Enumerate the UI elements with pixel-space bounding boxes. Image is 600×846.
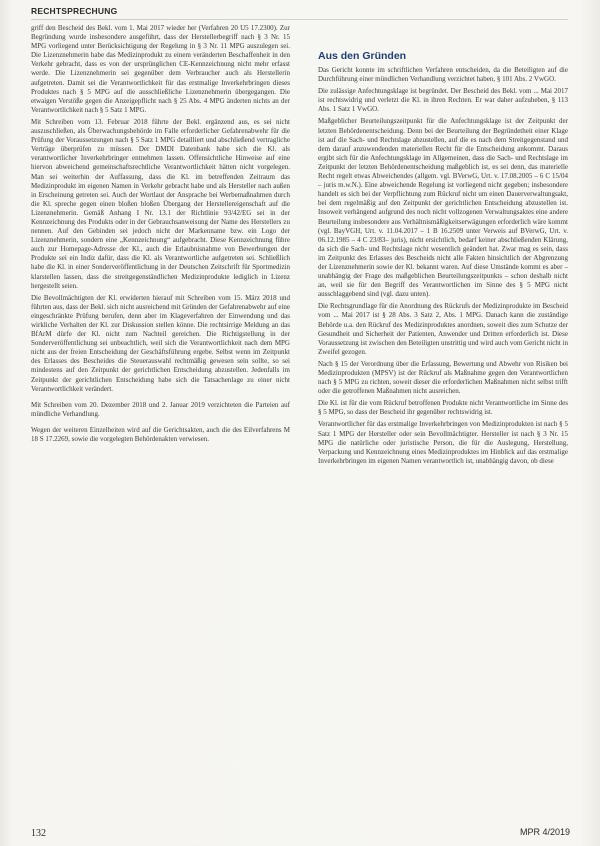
right-paragraph: Verantwortlicher für das erstmalige Inverkehrbringen von Medizinprodukten ist nach § 5 Satz 1 MPG der Hersteller oder sein Bevollmächtigter. Hersteller ist nach § 3 Nr. 15 MPG die natürliche oder juristische Person, die für die Auslegung, Herstellung, Verpackung und Kennzeichnung eines Medizinproduktes im Hinblick auf das erstmalige Inverkehrbringen im eigenen Namen verantwortlich ist, unabhängig davon, ob diese	[318, 420, 568, 465]
section-label: RECHTSPRECHUNG	[31, 6, 118, 16]
left-paragraph: Wegen der weiteren Einzelheiten wird auf die Gerichtsakten, auch die des Eilverfahrens M 18 S 17.2269, sowie die vorgelegten Behördenakten verwiesen.	[31, 425, 290, 444]
right-paragraph: Das Gericht konnte im schriftlichen Verfahren entscheiden, da die Beteiligten auf die Durchführung einer mündlichen Verhandlung verzichtet haben, § 101 Abs. 2 VwGO.	[318, 66, 568, 84]
right-paragraph: Nach § 15 der Verordnung über die Erfassung, Bewertung und Abwehr von Risiken bei Medizinprodukten (MPSV) ist der Rückruf als Maßnahme gegen den Verantwortlichen nach § 5 MPG zu richten, soweit dieser die erforderlichen Maßnahmen nicht selbst trifft oder die getroffenen Maßnahmen nicht ausreichen.	[318, 359, 568, 396]
header-divider	[31, 19, 568, 20]
journal-issue: MPR 4/2019	[519, 827, 570, 837]
page-number: 132	[31, 828, 46, 839]
section-heading: Aus den Gründen	[318, 50, 407, 62]
right-paragraph: Die Kl. ist für die vom Rückruf betroffenen Produkte nicht Verantwortliche im Sinne des § 5 MPG, so dass der Bescheid ihr gegenüber rechtswidrig ist.	[318, 399, 568, 417]
left-column	[31, 24, 290, 447]
right-paragraph: Maßgeblicher Beurteilungszeitpunkt für die Anfechtungsklage ist der Zeitpunkt der letzten Behördenentscheidung. Denn bei der Beurteilung der Begründetheit einer Klage ist auf die Sach- und Rechtslage abzustellen, auf die es nach dem Streitgegenstand und dem darauf anzuwendenden materiellen Recht für die Entscheidung ankommt. Daraus ergibt sich für die Anfechtungsklage im Allgemeinen, dass die Sach- und Rechtslage im Zeitpunkt der letzten Behördenentscheidung maßgeblich ist, es sei denn, das materielle Recht regelt etwas Abweichendes (allgem. vgl. BVerwG, Urt. v. 17.08.2005 – 6 C 15/04 – juris m.w.N.). Eine abweichende Regelung ist vorliegend nicht gegeben; insbesondere handelt es sich bei der Verpflichtung zum Rückruf nicht um einen Dauerverwaltungsakt, bei dem regelmäßig auf den Zeitpunkt der gerichtlichen Entscheidung abzustellen ist. Insoweit verhängend aufgrund des noch nicht vollzogenen Verwaltungsaktes eine andere Beurteilung insbesondere aus Verhältnismäßigkeitserwägungen erforderlich wäre kommt (vgl. BayVGH, Urt. v. 11.04.2017 – 1 B 16.2509 unter Verweis auf BVerwG, Urt. v. 06.12.1985 – 4 C 23/83– juris), nicht ersichtlich, bedarf keiner abschließenden Klärung, da sich die Sach- und Rechtslage nicht wesentlich geändert hat. Zwar mag es sein, dass im Zeitpunkt des Erlasses des Bescheids nicht alle Fakten hinsichtlich der Abgrenzung der Lizenznehmerin sowie der Kl. bekannt waren. Auf diese Umstände kommt es aber – unabhängig der Frage des maßgeblichen Beurteilungszeitpunkts – schon deshalb nicht an, weil sie für den Begriff des Verantwortlichen im Sinne des § 5 MPG nicht ausschlaggebend sind (vgl. dazu unten).	[318, 117, 568, 299]
left-paragraph: Mit Schreiben vom 13. Februar 2018 führte der Bekl. ergänzend aus, es sei nicht auszuschließen, als Überwachungsbehörde im Falle erforderlicher Gefahrenabwehr für die Prüfung der Voraussetzungen nach § 5 Satz 1 MPG detailliert und abschließend vertragliche Verträge überprüfen zu müssen. Der DMDI Datenbank habe sich die Kl. als verantwortlicher Inverkehrbringer entnehmen lassen. Offensichtliche Hinweise auf eine hiervon abweichend gemeinschaftsrechtliche Verantwortlichkeit hätten nicht vorgelegen. Man sei weiterhin der Auffassung, dass die Kl. im betreffenden Zeitraum das Medizinprodukt im eigenen Namen in Verkehr gebracht habe und als Hersteller nach außen in Erscheinung getreten sei. Auch der Wortlaut der Ansprache bei Werbemaßnahmen durch die Kl. spreche gegen einen bloßen bloßen Übergang der Herstellereigenschaft auf die Lizenznehmerin. Gemäß Anhang I Nr. 13.1 der Richtlinie 93/42/EG sei in der Kennzeichnung des Produkts oder in der Gebrauchsanweisung der Name des Herstellers zu nennen. Auf den Gebinden sei jedoch nicht der Markenname bzw. ein Logo der Lizenznehmerin, sondern eine „Kennzeichnung“ aufgebracht. Diese Kennzeichnung führe auch zur Homepage-Adresse der Kl., auch die Erlaubnisnahme von Bewerbungen der Produkte sei ein Indiz dafür, dass die Kl. als Verantwortliche aufgetreten sei. Schließlich habe die Kl. in einer Sonderveröffentlichung in der Deutschen Zeitschrift für Sportmedizin klarstellen lassen, dass die streitgegenständlichen Medizinprodukte lediglich in Lizenz hergestellt seien.	[31, 117, 290, 290]
left-paragraph: griff den Bescheid des Bekl. vom 1. Mai 2017 wieder her (Verfahren 20 U5 17.2300). Zur Begründung wurde insbesondere ausgeführt, dass der Herstellerbegriff nach § 3 Nr. 15 MPG vorliegend unter Berücksichtigung der Regelung in § 3 Nr. 11 MPG auszulegen sei. Die Lizenznehmerin habe das Medizinprodukt zu einem veränderten Beschaffenheit in den Verkehr gebracht, dass es von der ursprünglichen CE-Kennzeichnung nicht mehr erfasst werde. Die Lizenznehmerin sei gegenüber dem Verbraucher auch als Herstellerin aufgetreten. Damit sei die Verantwortlichkeit für das erstmalige Inverkehrbringen dieses Produktes nach § 5 MPG auf die ausschließliche Lizenznehmerin übergegangen. Die etwaigen Verstöße gegen die Anzeigepflicht nach § 25 Abs. 4 MPG änderten nichts an der Verantwortlichkeit nach § 5 Satz 1 MPG.	[31, 24, 290, 114]
right-paragraph: Die Rechtsgrundlage für die Anordnung des Rückrufs der Medizinprodukte im Bescheid vom ... Mai 2017 ist § 28 Abs. 3 Satz 2, Abs. 1 MPG. Danach kann die zuständige Behörde u.a. den Rückruf des Medizinproduktes anordnen, soweit dies zum Schutze der Gesundheit und Sicherheit der Patienten, Anwender und Dritten erforderlich ist. Diese Voraussetzung ist zwischen den Beteiligten unstrittig und wird auch vom Gericht nicht in Zweifel gezogen.	[318, 302, 568, 356]
left-paragraph: Mit Schreiben vom 20. Dezember 2018 und 2. Januar 2019 verzichteten die Parteien auf mündliche Verhandlung.	[31, 400, 290, 418]
right-column	[318, 66, 568, 469]
right-paragraph: Die zulässige Anfechtungsklage ist begründet. Der Bescheid des Bekl. vom ... Mai 2017 ist rechtswidrig und verletzt die Kl. in ihren Rechten. Er war daher aufzuheben, § 113 Abs. 1 Satz 1 VwGO.	[318, 87, 568, 114]
left-paragraph: Die Bevollmächtigten der Kl. erwiderten hierauf mit Schreiben vom 15. März 2018 und führten aus, dass der Bekl. sich nicht ausreichend mit Gründen der Gefahrenabwehr auf eine eingeschränkte Prüfung berufen, denn aber im Klageverfahren der Einwendung und das wirkliche Verhalten der Kl. zur Diskussion stellen könne. Die rechtsirrige Meldung an das BfArM dürfe der Kl. nicht zum Nachteil gereichen. Die Richtigstellung in der Sonderveröffentlichung sei unbeachtlich, weil sich die Verantwortlichkeit nach dem MPG nicht aus der freien Entscheidung der Geschäftsführung ergebe. Selbst wenn im Zeitpunkt des Erlasses des Bescheides die Steuerauswahl rechtmäßig gewesen sein sollte, so sei mindestens auf den Zeitpunkt der gerichtlichen Entscheidung abzustellen. Jedenfalls im Zeitpunkt der gerichtlichen Entscheidung habe sich die Tatsachenlage zu einer nicht Verantwortlichkeit verändert.	[31, 293, 290, 393]
